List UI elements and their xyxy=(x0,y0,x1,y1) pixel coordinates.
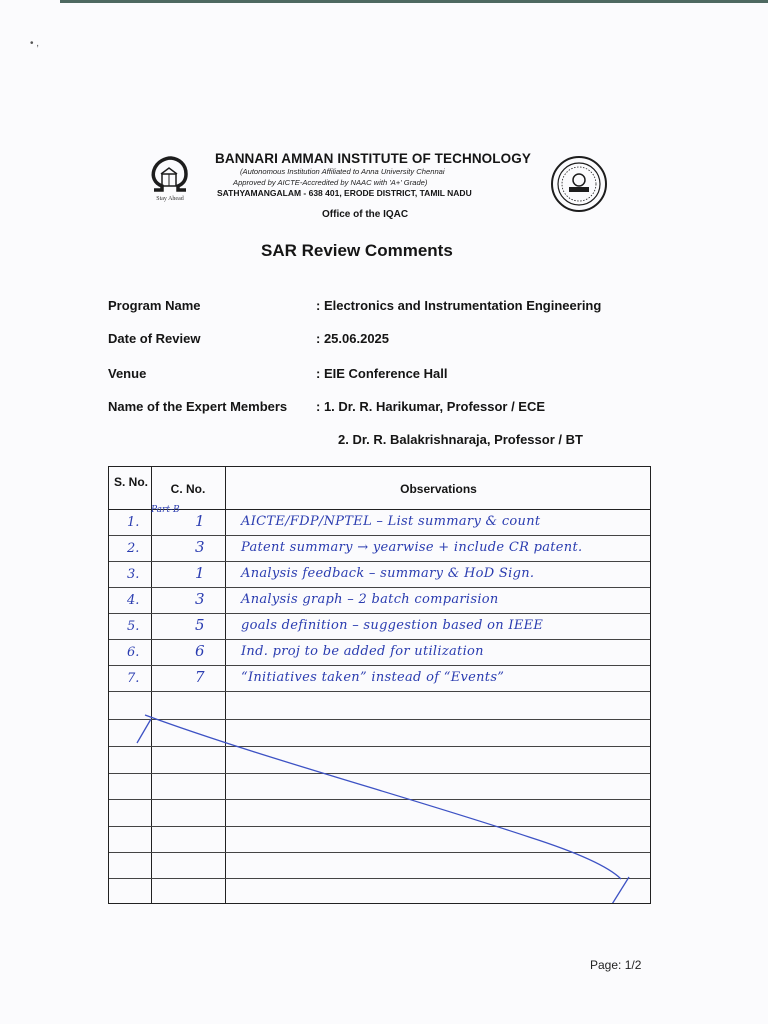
institution-affiliation: (Autonomous Institution Affiliated to Anna University Chennai xyxy=(240,167,445,176)
row-observation: Analysis feedback – summary & HoD Sign. xyxy=(241,566,535,581)
row-sno: 5. xyxy=(127,619,140,634)
info-label: Program Name xyxy=(108,298,201,313)
header-observations: Observations xyxy=(400,482,477,496)
row-observation: Analysis graph – 2 batch comparision xyxy=(241,592,499,607)
row-cno: 6 xyxy=(195,642,205,660)
naac-seal-icon xyxy=(549,154,609,214)
logo-caption: Stay Ahead xyxy=(156,196,184,202)
institute-logo-icon xyxy=(144,152,194,202)
info-value: : 1. Dr. R. Harikumar, Professor / ECE xyxy=(316,399,546,414)
institution-name: BANNARI AMMAN INSTITUTE OF TECHNOLOGY xyxy=(215,151,531,166)
row-cno: 3 xyxy=(195,538,205,556)
row-sno: 3. xyxy=(127,567,140,582)
row-sno: 6. xyxy=(127,645,140,660)
row-cno: 1 xyxy=(195,564,205,582)
info-value: : 25.06.2025 xyxy=(316,331,390,346)
row-observation: goals definition – suggestion based on IEEE xyxy=(241,618,544,633)
page-number: Page: 1/2 xyxy=(590,958,642,972)
observations-table xyxy=(108,466,651,904)
info-label: Date of Review xyxy=(108,331,201,346)
row-observation: Patent summary → yearwise + include CR patent. xyxy=(241,540,583,555)
row-sno: 2. xyxy=(127,541,140,556)
header-sno: S. No. xyxy=(113,475,148,489)
info-value: 2. Dr. R. Balakrishnaraja, Professor / BT xyxy=(338,432,583,447)
institution-address: SATHYAMANGALAM - 638 401, ERODE DISTRICT, TAMIL NADU xyxy=(217,188,472,198)
row-observation: AICTE/FDP/NPTEL – List summary & count xyxy=(241,514,541,529)
row-sno: 1. xyxy=(127,515,140,530)
row-sno: 4. xyxy=(127,593,140,608)
scan-specks: • , xyxy=(30,38,40,49)
row-observation: Ind. proj to be added for utilization xyxy=(241,644,484,659)
institution-accreditation: Approved by AICTE-Accredited by NAAC with 'A+' Grade) xyxy=(233,178,428,187)
row-cno: 3 xyxy=(195,590,205,608)
header-cno: C. No. xyxy=(170,482,206,496)
row-cno: 7 xyxy=(195,668,205,686)
row-cno: 1 xyxy=(195,512,205,530)
info-value: : Electronics and Instrumentation Engineering xyxy=(316,298,602,313)
row-cno: 5 xyxy=(195,616,205,634)
strikethrough-line xyxy=(109,467,650,903)
info-label: Name of the Expert Members xyxy=(108,399,288,414)
page-title: SAR Review Comments xyxy=(261,241,453,260)
scan-top-edge xyxy=(60,0,768,3)
part-note: Part-B xyxy=(151,505,180,515)
info-value: : EIE Conference Hall xyxy=(316,366,448,381)
office-name: Office of the IQAC xyxy=(322,209,409,220)
row-sno: 7. xyxy=(127,671,140,686)
row-observation: “Initiatives taken” instead of “Events” xyxy=(241,670,505,685)
info-label: Venue xyxy=(108,366,147,381)
